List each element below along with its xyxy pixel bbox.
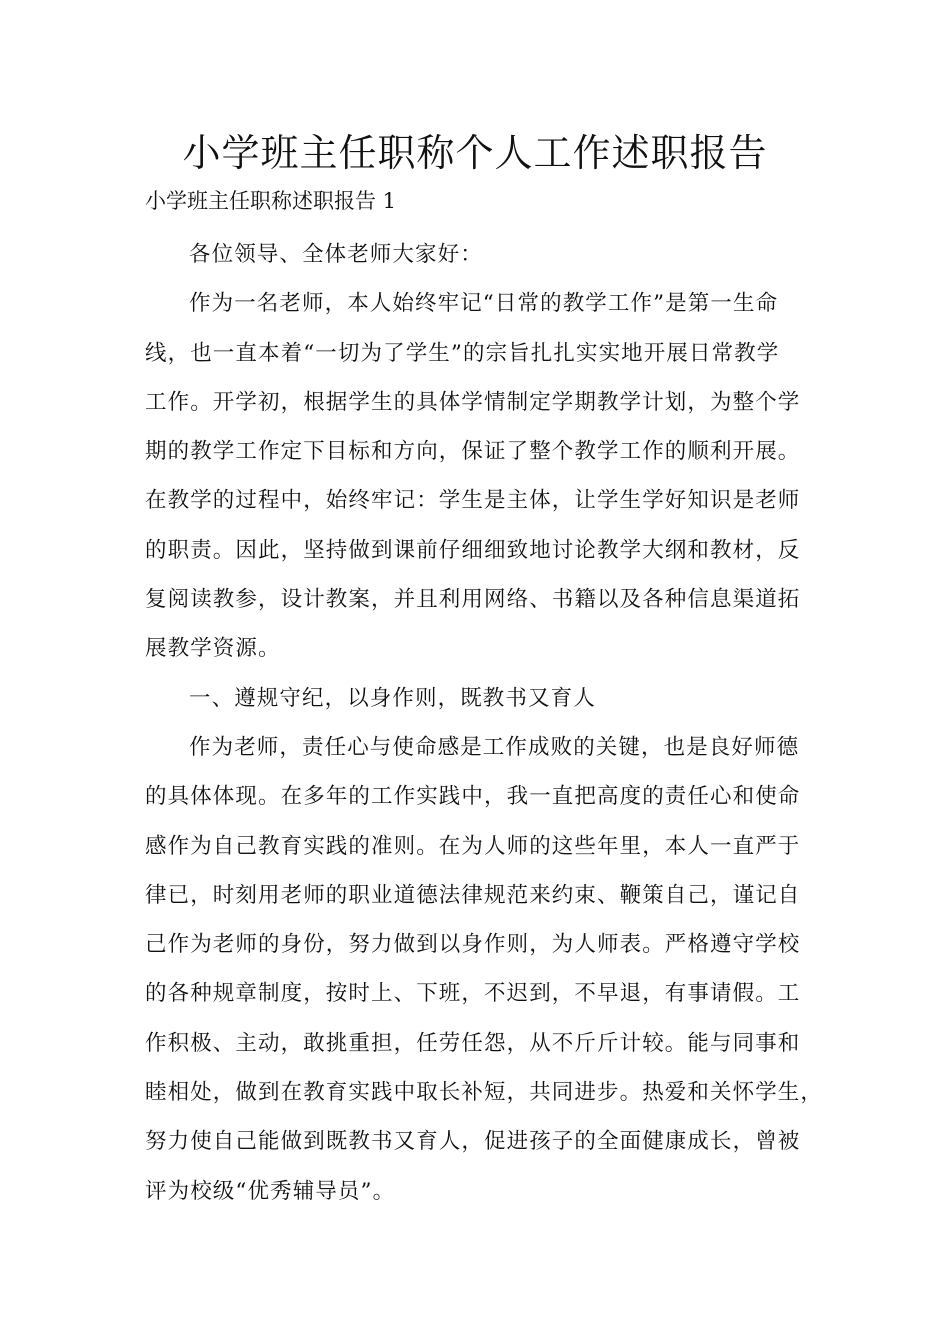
body-line: 努力使自己能做到既教书又育人，促进孩子的全面健康成长，曾被 — [145, 1129, 801, 1155]
body-line: 各位领导、全体老师大家好： — [189, 242, 483, 267]
body-line: 一、遵规守纪，以身作则，既教书又育人 — [189, 685, 596, 711]
document-title: 小学班主任职称个人工作述职报告 — [182, 131, 768, 175]
body-line: 感作为自己教育实践的准则。在为人师的这些年里，本人一直严于 — [145, 833, 801, 859]
body-line: 睦相处，做到在教育实践中取长补短，共同进步。热爱和关怀学生， — [145, 1080, 824, 1106]
document-body — [145, 230, 824, 1216]
body-line: 工作。开学初，根据学生的具体学情制定学期教学计划，为整个学 — [145, 389, 801, 415]
body-line: 律已，时刻用老师的职业道德法律规范来约束、鞭策自己，谨记自 — [145, 882, 801, 908]
document-subtitle: 小学班主任职称述职报告 1 — [145, 189, 397, 213]
body-line: 的具体体现。在多年的工作实践中，我一直把高度的责任心和使命 — [145, 784, 801, 810]
body-line: 作为老师，责任心与使命感是工作成败的关键，也是良好师德 — [189, 734, 800, 760]
body-line: 的各种规章制度，按时上、下班，不迟到，不早退，有事请假。工 — [145, 981, 801, 1007]
body-line: 作为一名老师，本人始终牢记“日常的教学工作”是第一生命 — [189, 291, 779, 317]
body-line: 作积极、主动，敢挑重担，任劳任怨，从不斤斤计较。能与同事和 — [145, 1030, 801, 1056]
body-line: 线，也一直本着“一切为了学生”的宗旨扎扎实实地开展日常教学 — [145, 340, 780, 366]
body-line: 的职责。因此，坚持做到课前仔细细致地讨论教学大纲和教材，反 — [145, 537, 801, 563]
body-line: 展教学资源。 — [145, 636, 281, 662]
body-line: 己作为老师的身份，努力做到以身作则，为人师表。严格遵守学校 — [145, 932, 801, 958]
body-line: 复阅读教参，设计教案，并且利用网络、书籍以及各种信息渠道拓 — [145, 587, 801, 613]
body-line: 评为校级“优秀辅导员”。 — [145, 1178, 396, 1204]
body-line: 在教学的过程中，始终牢记：学生是主体，让学生学好知识是老师 — [145, 488, 801, 514]
body-line: 期的教学工作定下目标和方向，保证了整个教学工作的顺利开展。 — [145, 439, 801, 465]
